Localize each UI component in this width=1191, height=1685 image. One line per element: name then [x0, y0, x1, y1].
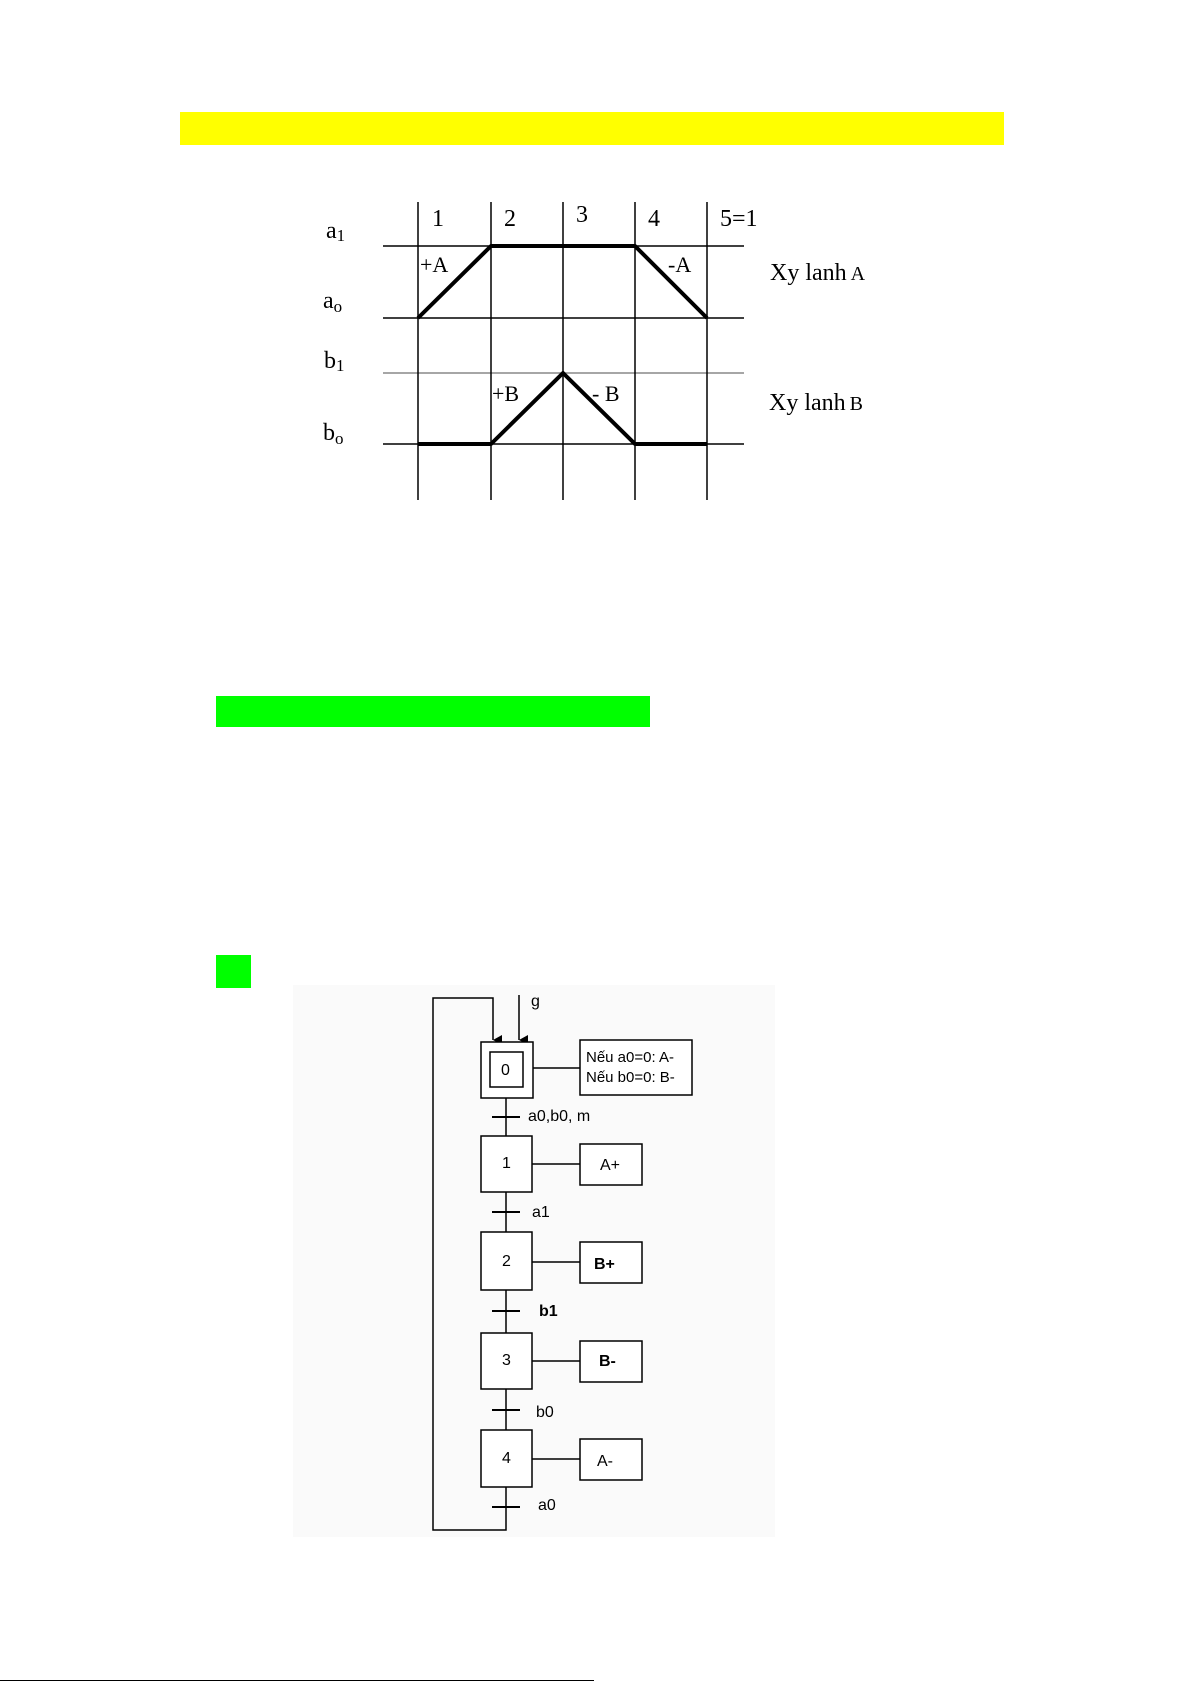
action-label-3: B-	[599, 1353, 616, 1370]
step-number-1: 1	[502, 1155, 511, 1172]
transition-label-0: a0,b0, m	[528, 1108, 591, 1125]
step-number-3: 3	[502, 1352, 511, 1369]
step-label-1: 1	[432, 206, 444, 232]
footer-rule	[0, 1680, 594, 1681]
action-label-4: A-	[597, 1453, 613, 1470]
initial-action-line-2: Nếu b0=0: B-	[586, 1069, 675, 1086]
step-label-5: 5=1	[720, 206, 758, 232]
step-label-3: 3	[576, 202, 588, 228]
motion-label-plus-b: +B	[492, 381, 520, 406]
initial-arrow-label: g	[531, 993, 540, 1010]
motion-label-minus-a: -A	[668, 252, 692, 277]
row-label-a0: ao	[323, 288, 343, 316]
step-number-4: 4	[502, 1450, 511, 1467]
transition-label-3: b0	[536, 1404, 554, 1421]
step-label-4: 4	[648, 206, 660, 232]
row-label-b0: bo	[323, 420, 344, 448]
transition-label-1: a1	[532, 1204, 550, 1221]
step-label-2: 2	[504, 206, 516, 232]
action-label-2: B+	[594, 1256, 615, 1273]
timing-diagram	[383, 202, 744, 500]
motion-label-minus-b: - B	[592, 381, 620, 406]
cylinder-b-label: Xy lanh B	[769, 390, 863, 416]
row-label-a1: a1	[326, 218, 346, 245]
transition-label-4: a0	[538, 1497, 556, 1514]
row-label-b1: b1	[324, 348, 345, 375]
motion-label-plus-a: +A	[420, 252, 449, 277]
action-label-1: A+	[600, 1157, 621, 1174]
step-number-2: 2	[502, 1253, 511, 1270]
transition-label-2: b1	[539, 1303, 558, 1320]
cylinder-a-label: Xy lanh A	[770, 260, 866, 286]
timing-labels	[323, 202, 866, 448]
initial-action-line-1: Nếu a0=0: A-	[586, 1049, 674, 1066]
initial-step-number: 0	[501, 1062, 510, 1079]
